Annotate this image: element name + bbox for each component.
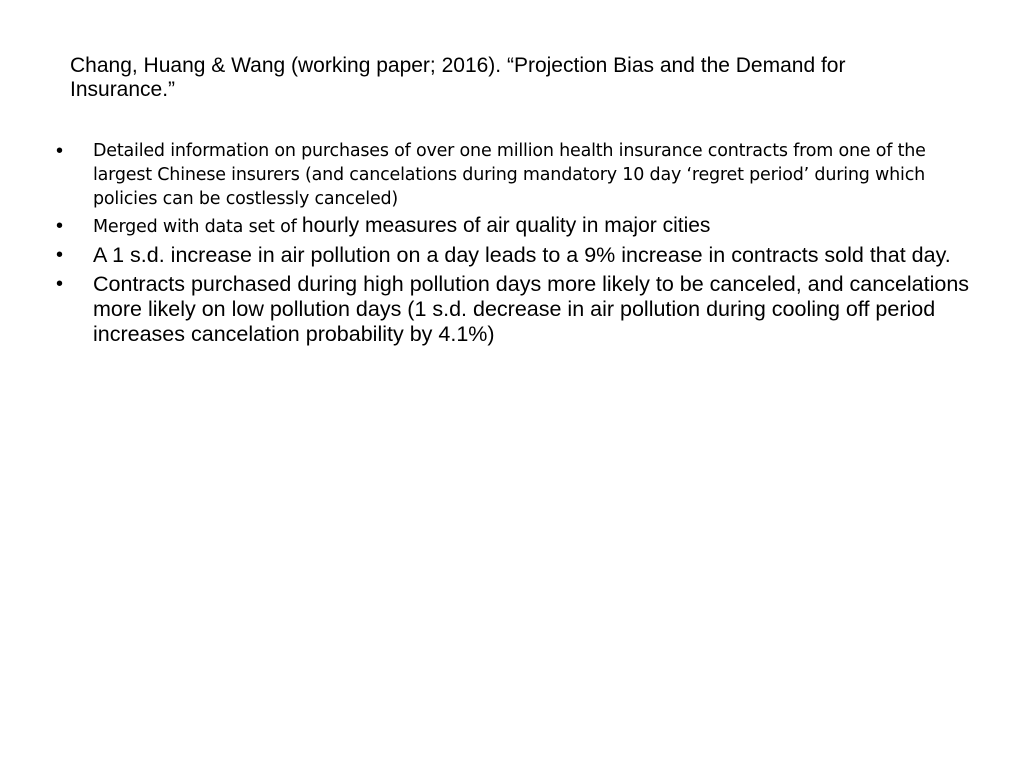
slide-title: Chang, Huang & Wang (working paper; 2016). “Projection Bias and the Demand for Insurance.” bbox=[70, 54, 846, 101]
bullet-item bbox=[56, 213, 976, 241]
bullet-list bbox=[56, 139, 976, 349]
bullet-item bbox=[56, 243, 976, 268]
bullet-text: Detailed information on purchases of over one million health insurance contracts from one of the largest Chinese insurers (and cancelations during mandatory 10 day ‘regret period’ during which policies can be costlessly canceled) bbox=[93, 141, 926, 209]
bullet-text: Contracts purchased during high pollution days more likely to be canceled, and cancelations more likely on low pollution days (1 s.d. decrease in air pollution during cooling off period increases cancelation probability by 4.1%) bbox=[93, 272, 970, 346]
bullet-dot-icon: • bbox=[56, 140, 63, 162]
bullet-dot-icon: • bbox=[56, 244, 64, 266]
bullet-text: A 1 s.d. increase in air pollution on a day leads to a 9% increase in contracts sold that day. bbox=[93, 243, 951, 267]
bullet-item bbox=[56, 139, 976, 211]
bullet-dot-icon: • bbox=[56, 273, 64, 295]
bullet-text-large: hourly measures of air quality in major cities bbox=[301, 214, 711, 237]
bullet-dot-icon: • bbox=[56, 215, 64, 237]
bullet-item bbox=[56, 272, 976, 347]
bullet-text-small: Merged with data set of bbox=[93, 217, 302, 237]
